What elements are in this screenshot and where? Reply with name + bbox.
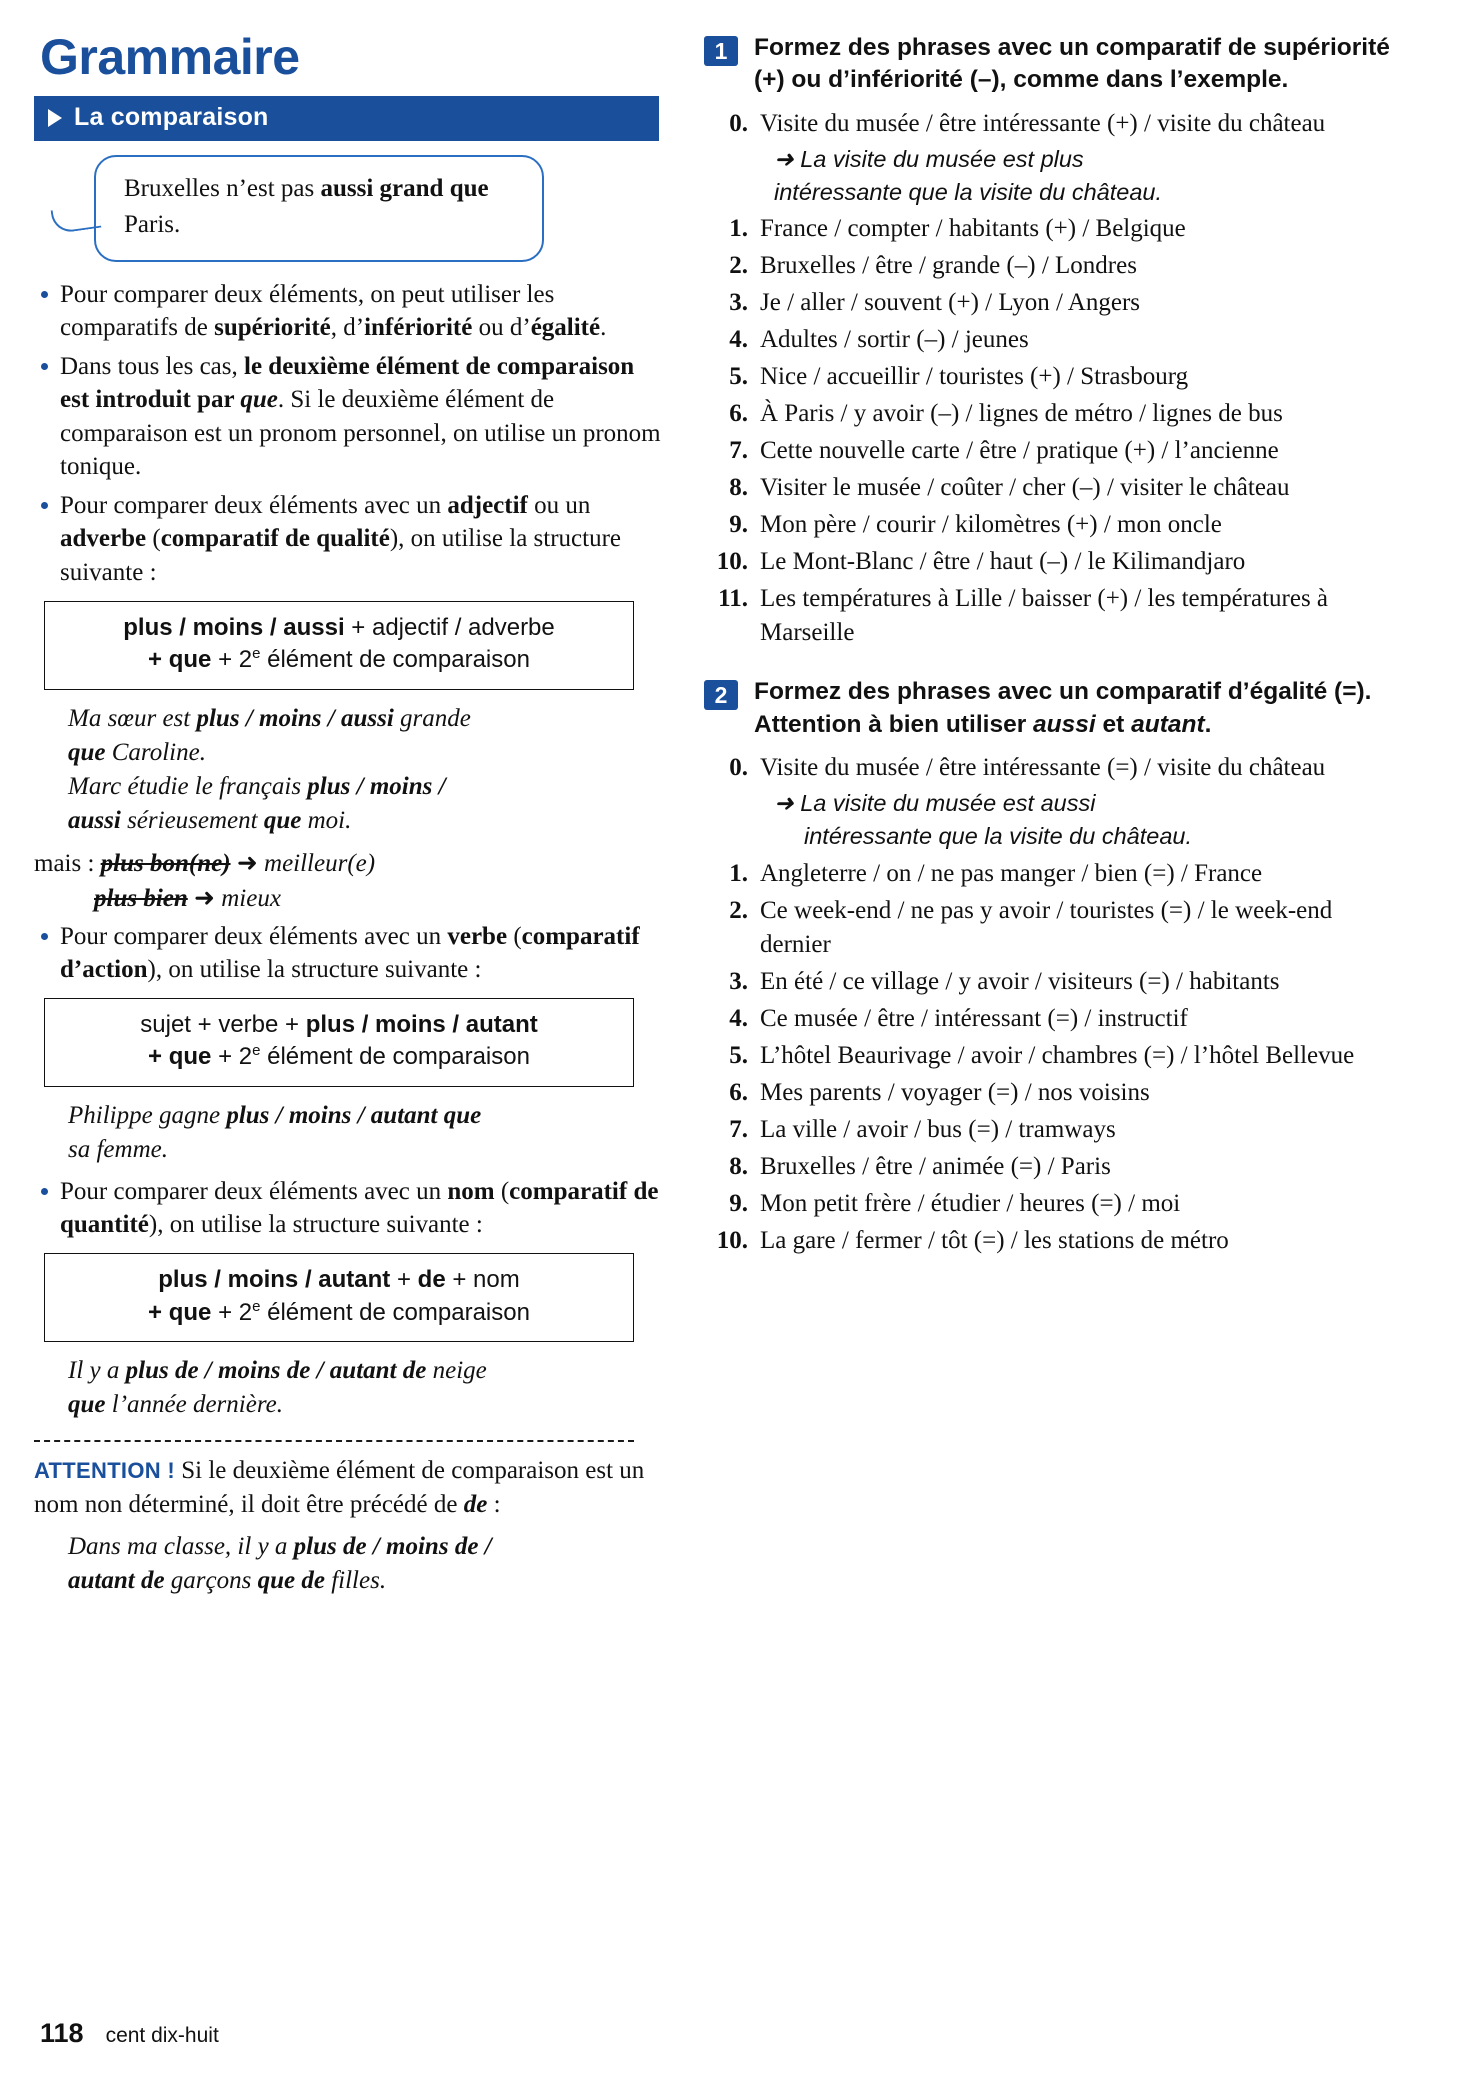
exercise-1-example-number: 0. [729, 109, 748, 137]
item-number: 8. [729, 474, 748, 502]
att-ex-bold-2: autant de [68, 1566, 165, 1594]
exercise-1-number: 1 [704, 36, 738, 66]
rule3-bold-terms: plus / moins / autant [158, 1266, 391, 1294]
example1-line2 [68, 736, 664, 770]
item-number: 9. [729, 511, 748, 539]
ex3-bold: plus / moins / autant que [226, 1101, 482, 1129]
ex2-instr-a: Formez des phrases avec un comparatif d’égalité (=). Attention à bien utiliser [754, 678, 1372, 738]
ex4-a: Il y a [68, 1357, 126, 1385]
attention-colon: : [487, 1490, 501, 1518]
bullet1-text-b: , d’ [330, 313, 365, 341]
lesson-bullets [34, 278, 664, 589]
example-nom [68, 1354, 664, 1422]
exercise-1-header [704, 32, 1404, 97]
page-number: 118 [40, 2018, 84, 2048]
list-item[interactable] [704, 1039, 1404, 1073]
rule1-rest: + adjectif / adverbe [344, 613, 555, 641]
meilleur-text: meilleur(e) [264, 849, 376, 877]
list-item[interactable] [704, 965, 1404, 999]
ex2-c: moi. [301, 806, 352, 834]
lesson-bullet-1 [34, 278, 664, 345]
ex1-bold: plus / moins / aussi [196, 704, 394, 732]
item-text: Je / aller / souvent (+) / Lyon / Angers [760, 289, 1141, 317]
rule3-plus: + [390, 1266, 418, 1294]
bullet1-bold-inferiorite: infériorité [364, 313, 473, 341]
item-number: 8. [729, 1152, 748, 1180]
item-text: Le Mont-Blanc / être / haut (–) / le Kilimandjaro [760, 548, 1246, 576]
lesson-bullets-nom [34, 1175, 664, 1242]
example-verbe [68, 1099, 664, 1167]
rule2-element: élément de comparaison [260, 1043, 530, 1071]
exercise-2-answer-line2: intéressante que la visite du château. [804, 823, 1193, 850]
item-text: Ce week-end / ne pas y avoir / touristes (=) / le week-end dernier [760, 896, 1333, 958]
ex2-instr-c: . [1204, 710, 1212, 738]
exercise-2-example [704, 751, 1404, 854]
lesson-column [34, 22, 664, 1962]
speech-bubble-text [94, 155, 544, 262]
rule3-nom: + nom [445, 1266, 520, 1294]
bullet5-a: Pour comparer deux éléments avec un [60, 1177, 448, 1205]
lesson-bullet-2 [34, 350, 664, 483]
ex1-a: Ma sœur est [68, 704, 197, 732]
example2-line2 [68, 804, 664, 838]
exercise-2-answer-line1: ➜ La visite du musée est aussi [774, 790, 1096, 817]
rule1-element: élément de comparaison [260, 646, 530, 674]
divider [34, 1440, 634, 1442]
exercise-2-number: 2 [704, 680, 738, 710]
mieux-text: mieux [221, 884, 281, 912]
bullet4-b: ( [507, 922, 522, 950]
exercise-1 [704, 32, 1404, 650]
attention-block [34, 1454, 664, 1522]
rule2-bold-terms: plus / moins / autant [305, 1011, 538, 1039]
item-number: 1. [729, 215, 748, 243]
rule-box-2-line-1 [53, 1009, 625, 1041]
exercise-1-example-prompt: Visite du musée / être intéressante (+) / visite du château [760, 109, 1326, 137]
ex3-a: Philippe gagne [68, 1101, 227, 1129]
exercise-2-example-number: 0. [729, 754, 748, 782]
list-item[interactable] [704, 1187, 1404, 1221]
item-text: Nice / accueillir / touristes (+) / Strasbourg [760, 363, 1189, 391]
item-text: Angleterre / on / ne pas manger / bien (=) / France [760, 859, 1263, 887]
bubble-bold-aussi: aussi [320, 175, 374, 202]
rule-box-verbe [44, 998, 634, 1087]
item-number: 2. [729, 252, 748, 280]
item-number: 10. [716, 548, 748, 576]
triangle-right-icon [48, 109, 62, 127]
item-text: France / compter / habitants (+) / Belgique [760, 215, 1186, 243]
page-footer [40, 2018, 219, 2049]
ex2-instr-italic-aussi: aussi [1033, 710, 1096, 738]
lesson-bullet-5 [34, 1175, 664, 1242]
item-text: Mes parents / voyager (=) / nos voisins [760, 1078, 1150, 1106]
arrow-icon-2: ➜ [194, 884, 215, 912]
item-number: 5. [729, 363, 748, 391]
exercise-2 [704, 676, 1404, 1257]
rule1-bold-terms: plus / moins / aussi [123, 613, 345, 641]
attention-example [68, 1530, 664, 1598]
ex2-bold-que: que [263, 806, 302, 834]
bullet3-text-b: ou un [527, 492, 591, 519]
bullet5-bold-nom: nom [447, 1177, 495, 1205]
rule-box-1-line-1 [53, 612, 625, 644]
item-number: 4. [729, 1004, 748, 1032]
list-item[interactable] [704, 508, 1404, 542]
item-number: 6. [729, 1078, 748, 1106]
attention-label: ATTENTION ! [34, 1458, 175, 1484]
bubble-text-part2: Paris. [124, 211, 181, 239]
list-item[interactable] [704, 857, 1404, 891]
rule-box-1-line-2 [53, 644, 625, 676]
attention-text: Si le deuxième élément de comparaison est un nom non déterminé, il doit être précédé de [34, 1457, 645, 1518]
bullet1-text-c: ou d’ [472, 313, 531, 341]
exercise-2-example-answer [760, 787, 1404, 854]
rule3-sup-e: e [252, 1297, 261, 1315]
item-text: La gare / fermer / tôt (=) / les stations de métro [760, 1226, 1229, 1254]
bullet5-c: ), on utilise la structure suivante : [148, 1211, 483, 1239]
att-ex-b: garçons [164, 1566, 258, 1594]
rule2-plus2: + 2 [211, 1043, 253, 1071]
bullet4-a: Pour comparer deux éléments avec un [60, 922, 448, 950]
bullet1-bold-superiorite: supériorité [214, 313, 331, 341]
item-text: Visiter le musée / coûter / cher (–) / visiter le château [760, 474, 1290, 502]
item-number: 5. [729, 1041, 748, 1069]
bullet3-text-c: ( [146, 525, 161, 553]
bullet4-c: ), on utilise la structure suivante : [147, 955, 482, 983]
bullet2-text-b: . Si le deuxième élément de comparaison est un pronom personnel, on utilise un pronom tonique. [60, 386, 661, 480]
rule2-sup-e: e [252, 1042, 261, 1060]
rule-box-adjectif [44, 601, 634, 690]
item-text: Mon père / courir / kilomètres (+) / mon oncle [760, 511, 1222, 539]
list-item[interactable] [704, 249, 1404, 283]
rule3-bold-de: de [417, 1266, 446, 1294]
exercise-2-items [704, 751, 1404, 1258]
bullet3-bold-adjectif: adjectif [447, 492, 528, 519]
item-number: 4. [729, 326, 748, 354]
bullet2-text-a: Dans tous les cas, [60, 353, 244, 380]
list-item[interactable] [704, 397, 1404, 431]
item-text: L’hôtel Beaurivage / avoir / chambres (=) / l’hôtel Bellevue [760, 1041, 1355, 1069]
mais-label: mais : [34, 849, 101, 877]
item-text: Bruxelles / être / animée (=) / Paris [760, 1152, 1111, 1180]
rule-box-nom [44, 1253, 634, 1342]
bullet2-bold-italic-que: que [240, 386, 278, 414]
lesson-bullet-4 [34, 920, 664, 987]
ex4-b: neige [426, 1357, 487, 1385]
exercise-1-answer-line1: ➜ La visite du musée est plus [774, 145, 1084, 172]
ex1-d: Caroline. [105, 738, 206, 766]
lesson-bullets-verbe [34, 920, 664, 987]
rule2-a: sujet + verbe + [140, 1011, 306, 1039]
bullet1-text-d: . [600, 313, 607, 341]
page-number-word: cent dix-huit [105, 2024, 219, 2047]
item-text: Adultes / sortir (–) / jeunes [760, 326, 1029, 354]
speech-bubble [94, 155, 544, 262]
bullet5-b: ( [494, 1177, 510, 1205]
list-item[interactable] [704, 323, 1404, 357]
ex2-bold: plus / moins / [307, 772, 446, 800]
strike-plus-bien: plus bien [94, 884, 188, 912]
att-ex-c: filles. [324, 1566, 387, 1594]
example-adjectif [68, 702, 664, 838]
rule3-plus2: + 2 [211, 1298, 253, 1326]
list-item[interactable] [704, 894, 1404, 962]
attention-example-line1 [68, 1530, 664, 1564]
ex4-bold: plus de / moins de / autant de [125, 1357, 427, 1385]
section-banner-label: La comparaison [74, 103, 269, 131]
ex2-b: sérieusement [120, 806, 264, 834]
rule1-plus2: + 2 [211, 646, 253, 674]
bubble-text-part1: Bruxelles n’est pas [124, 175, 321, 202]
item-text: Bruxelles / être / grande (–) / Londres [760, 252, 1137, 280]
example3-line2: sa femme. [68, 1135, 168, 1163]
item-text: Mon petit frère / étudier / heures (=) / moi [760, 1189, 1181, 1217]
att-ex-bold-3: que de [257, 1566, 325, 1594]
list-item[interactable] [704, 1150, 1404, 1184]
item-number: 6. [729, 400, 748, 428]
item-number: 3. [729, 289, 748, 317]
bullet3-text-d: ), on utilise la structure suivante : [60, 525, 622, 586]
item-number: 7. [729, 1115, 748, 1143]
list-item[interactable] [704, 582, 1404, 650]
example2-line1 [68, 770, 664, 804]
exercise-2-instruction [754, 676, 1404, 741]
item-text: À Paris / y avoir (–) / lignes de métro / lignes de bus [760, 400, 1283, 428]
ex1-bold-que: que [68, 738, 106, 766]
example4-line2 [68, 1388, 664, 1422]
list-item[interactable] [704, 545, 1404, 579]
rule1-bold-que: + que [148, 646, 212, 674]
exercise-1-instruction: Formez des phrases avec un comparatif de supériorité (+) ou d’infériorité (–), comme dans l’exemple. [754, 34, 1390, 94]
example4-line1 [68, 1354, 664, 1388]
bullet3-bold-qualite: comparatif de qualité [160, 525, 390, 553]
rule-box-3-line-1 [53, 1264, 625, 1296]
example3-line1 [68, 1099, 664, 1133]
attention-example-line2 [68, 1564, 664, 1598]
exercise-2-example-prompt: Visite du musée / être intéressante (=) / visite du château [760, 754, 1326, 782]
item-number: 2. [729, 896, 748, 924]
section-banner [34, 96, 659, 141]
lesson-bullet-3 [34, 489, 664, 589]
ex4-c: l’année dernière. [105, 1391, 283, 1419]
ex4-bold-que: que [68, 1391, 106, 1419]
item-number: 11. [718, 585, 748, 613]
ex1-c: grande [393, 704, 471, 732]
bullet3-text-a: Pour comparer deux éléments avec un [60, 492, 448, 519]
list-item[interactable] [704, 1002, 1404, 1036]
page-title: Grammaire [40, 29, 300, 85]
exercise-1-example-answer [760, 143, 1404, 210]
ex2-a: Marc étudie le français [68, 772, 308, 800]
list-item[interactable] [704, 286, 1404, 320]
strike-plus-bon: plus bon(ne) [100, 849, 231, 877]
item-number: 3. [729, 967, 748, 995]
item-text: En été / ce village / y avoir / visiteurs (=) / habitants [760, 967, 1280, 995]
bullet4-bold-verbe: verbe [447, 922, 508, 950]
bullet3-bold-adverbe: adverbe [60, 525, 147, 553]
exercise-1-items [704, 107, 1404, 651]
list-item[interactable] [704, 1224, 1404, 1258]
item-number: 9. [729, 1189, 748, 1217]
exercise-1-answer-line2: intéressante que la visite du château. [774, 179, 1163, 206]
page-columns [34, 22, 1425, 1962]
bubble-bold-grand-que: grand que [379, 175, 489, 202]
rule2-bold-que: + que [148, 1043, 212, 1071]
exercises-column [704, 22, 1404, 1962]
list-item[interactable] [704, 360, 1404, 394]
attention-bold-de: de [463, 1490, 488, 1518]
list-item[interactable] [704, 1076, 1404, 1110]
item-text: Cette nouvelle carte / être / pratique (+) / l’ancienne [760, 437, 1279, 465]
bullet1-bold-egalite: égalité [530, 313, 601, 341]
rule1-sup-e: e [252, 645, 261, 663]
list-item[interactable] [704, 1113, 1404, 1147]
list-item[interactable] [704, 212, 1404, 246]
item-text: La ville / avoir / bus (=) / tramways [760, 1115, 1116, 1143]
item-number: 10. [716, 1226, 748, 1254]
bullet5-bold-quantite: comparatif de quantité [60, 1177, 659, 1239]
bullet4-bold-action: comparatif d’action [60, 922, 640, 983]
exercise-1-example [704, 107, 1404, 210]
item-text: Ce musée / être / intéressant (=) / instructif [760, 1004, 1188, 1032]
list-item[interactable] [704, 471, 1404, 505]
exception-note [34, 846, 664, 916]
ex2-instr-b: et [1095, 710, 1132, 738]
ex2-instr-italic-autant: autant [1131, 710, 1205, 738]
arrow-icon-1: ➜ [236, 849, 258, 877]
att-ex-bold-1: plus de / moins de / [293, 1532, 492, 1560]
bullet1-text-a: Pour comparer deux éléments, on peut utiliser les comparatifs de [60, 280, 555, 341]
bullet2-bold-a: le deuxième élément de comparaison est introduit par [60, 353, 635, 414]
rule3-element: élément de comparaison [260, 1298, 530, 1326]
item-number: 7. [729, 437, 748, 465]
att-ex-a: Dans ma classe, il y a [68, 1532, 294, 1560]
item-text: Les températures à Lille / baisser (+) / les températures à Marseille [760, 585, 1329, 647]
rule-box-3-line-2 [53, 1297, 625, 1329]
exercise-2-header [704, 676, 1404, 741]
ex2-bold-aussi: aussi [68, 806, 121, 834]
example1-line1 [68, 702, 664, 736]
rule3-bold-que: + que [148, 1298, 212, 1326]
list-item[interactable] [704, 434, 1404, 468]
rule-box-2-line-2 [53, 1041, 625, 1073]
item-number: 1. [729, 859, 748, 887]
